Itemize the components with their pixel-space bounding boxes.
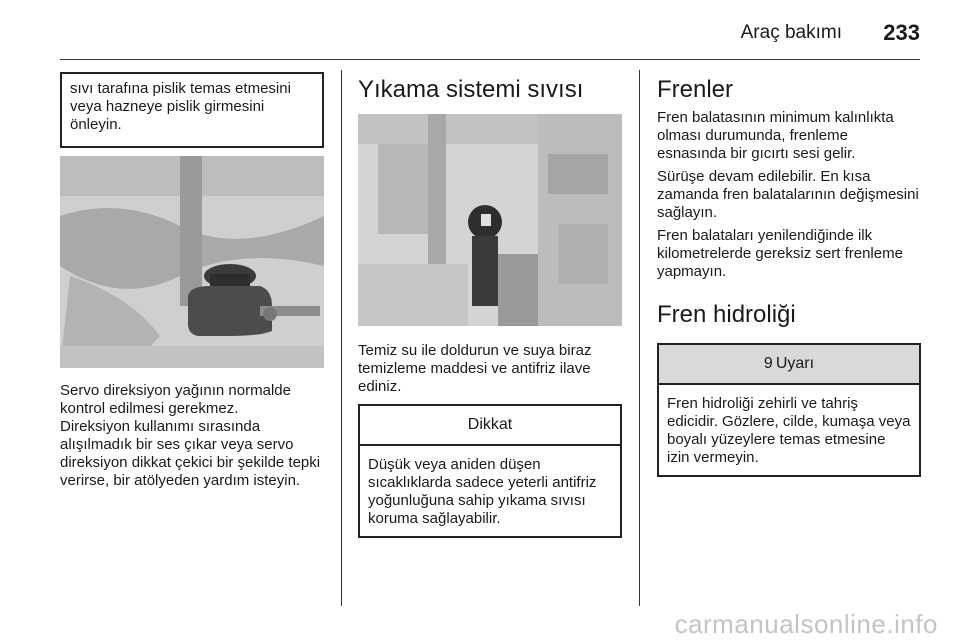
column-middle <box>358 72 622 538</box>
warning-header <box>659 345 919 385</box>
warning-box <box>657 343 921 477</box>
brakes-paragraph-1: Fren balatasının minimum kalınlıkta olması durumunda, frenleme esnasında bir gıcırtı sesi gelir. <box>657 109 894 162</box>
body-paragraph-1: Servo direksiyon yağının normalde kontrol edilmesi gerekmez. <box>60 382 291 417</box>
washer-fluid-reservoir-photo <box>358 114 622 326</box>
brakes-paragraph-2: Sürüşe devam edilebilir. En kısa zamanda fren balatalarının değişmesini sağlayın. <box>657 168 919 221</box>
heading-brake-fluid: Fren hidroliği <box>657 301 796 328</box>
column-left <box>60 72 324 490</box>
column-divider-2 <box>639 70 640 606</box>
power-steering-reservoir-photo <box>60 156 324 368</box>
caution-text: Düşük veya aniden düşen sıcaklıklarda sadece yeterli antifriz yoğunluğuna sahip yıkama sıvısı koruma sağlayabilir. <box>368 456 597 527</box>
warning-title: Uyarı <box>775 355 815 372</box>
heading-brakes: Frenler <box>657 76 734 103</box>
watermark: carmanualsonline.info <box>674 609 938 639</box>
caution-title: Dikkat <box>360 406 620 446</box>
section-title: Araç bakımı <box>740 22 842 43</box>
heading-washer-fluid: Yıkama sistemi sıvısı <box>358 76 584 103</box>
page-header <box>0 0 960 62</box>
note-box <box>60 72 324 148</box>
body-paragraph-2: Direksiyon kullanımı sırasında alışılmadık bir ses çıkar veya servo direksiyon dikkat çekici bir şekilde tepki verirse, bir atölyeden yardım isteyin. <box>60 418 321 489</box>
column-divider-1 <box>341 70 342 606</box>
brakes-paragraph-3: Fren balataları yenilendiğinde ilk kilometrelerde gereksiz sert frenleme yapmayın. <box>657 227 903 280</box>
warning-icon: 9 <box>763 355 773 372</box>
warning-text: Fren hidroliği zehirli ve tahriş edicidir. Gözlere, cilde, kumaşa veya boyalı yüzeylere temas etmesine izin vermeyin. <box>667 395 911 466</box>
caution-box <box>358 404 622 538</box>
note-text: sıvı tarafına pislik temas etmesini veya hazneye pislik girmesini önleyin. <box>70 80 291 133</box>
washer-body-text: Temiz su ile doldurun ve suya biraz temizleme maddesi ve antifriz ilave ediniz. <box>358 342 592 395</box>
header-rule <box>60 59 920 60</box>
page-number: 233 <box>883 20 920 45</box>
column-right <box>657 72 921 477</box>
